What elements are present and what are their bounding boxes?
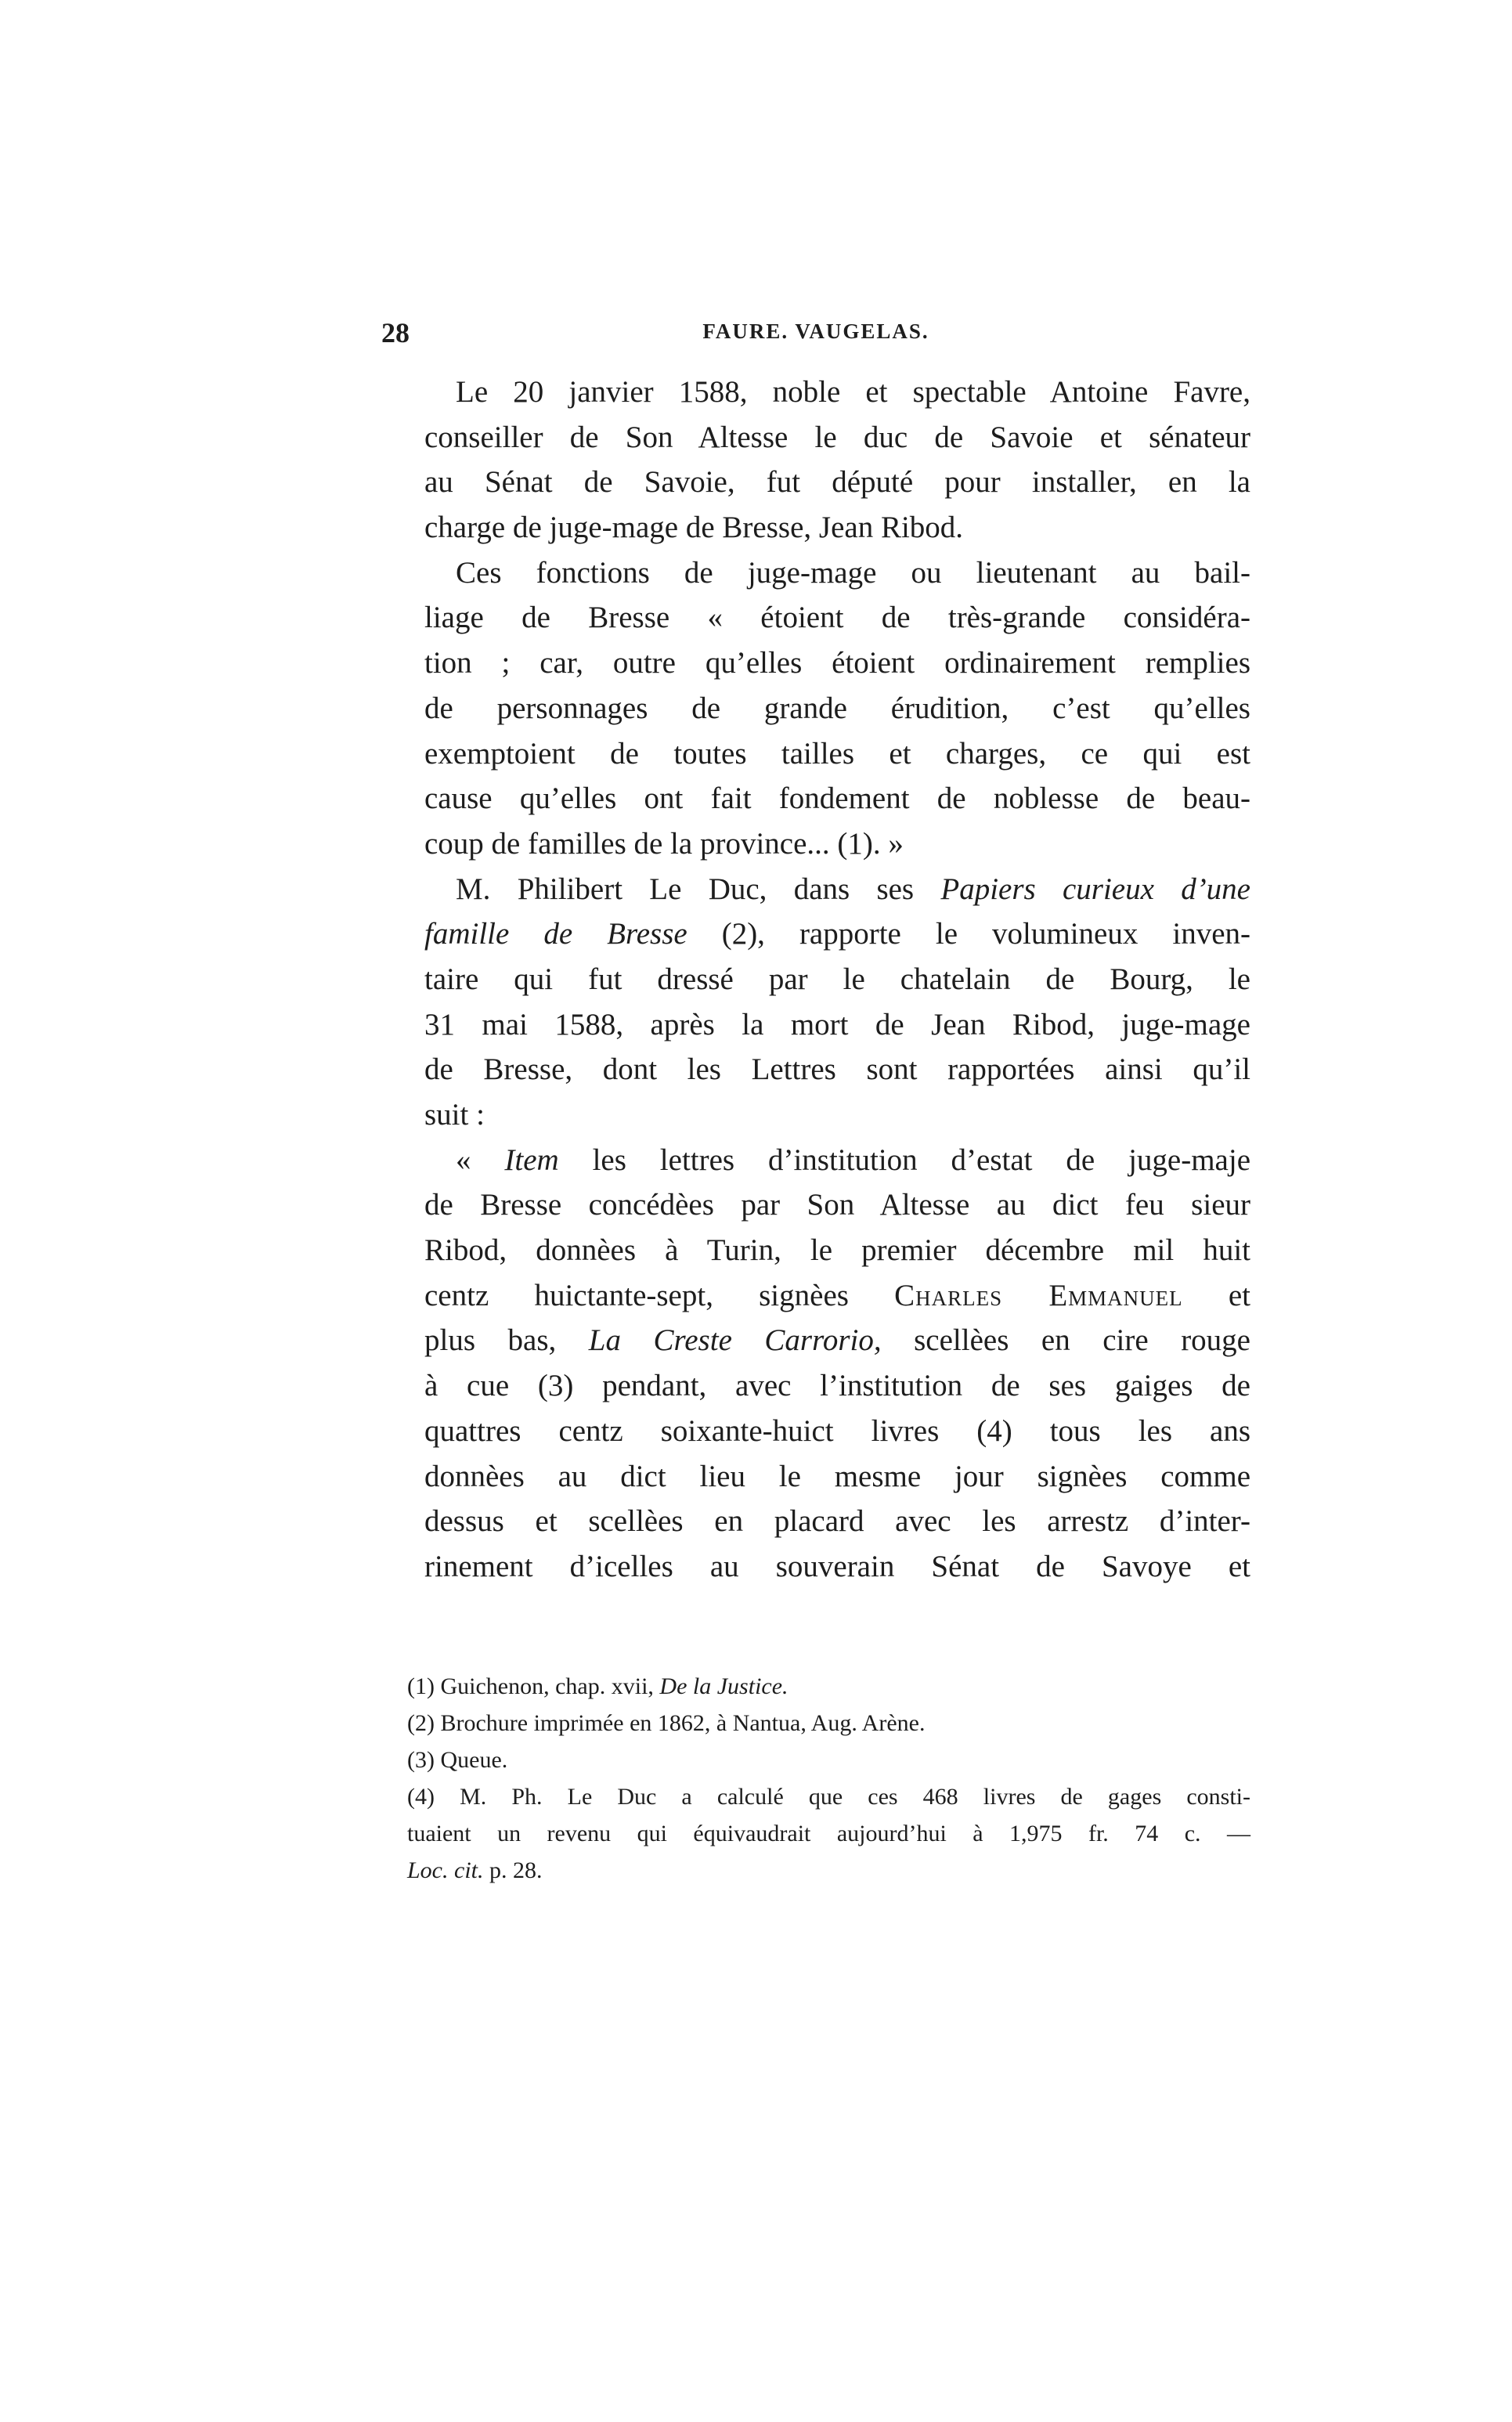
body-line: charge de juge-mage de Bresse, Jean Ribod.	[424, 511, 964, 545]
body-line	[424, 867, 1250, 912]
body-text-run: M. Philibert Le Duc, dans ses	[456, 872, 941, 906]
body-line: conseiller de Son Altesse le duc de Savoie et sénateur	[424, 420, 1250, 454]
body-text-run: (2), rapporte le volumineux inven-	[687, 917, 1251, 951]
footnote-3: (3) Queue.	[407, 1747, 508, 1773]
body-text	[424, 370, 1250, 1590]
body-line: exemptoient de toutes tailles et charges, ce qui est	[424, 736, 1250, 771]
body-line: taire qui fut dressé par le chatelain de Bourg, le	[424, 962, 1250, 996]
book-title-italic: famille de Bresse	[424, 917, 687, 951]
footnote-text: (1) Guichenon, chap. xvii,	[407, 1673, 660, 1699]
body-line: de personnages de grande érudition, c’est qu’elles	[424, 691, 1250, 725]
signatory-small-caps: Charles Emmanuel	[894, 1278, 1183, 1312]
body-text-run: «	[456, 1142, 505, 1177]
body-line: de Bresse, dont les Lettres sont rapportées ainsi qu’il	[424, 1052, 1250, 1087]
body-text-run: les lettres d’institution d’estat de juge-maje	[558, 1142, 1251, 1177]
body-line: Ces fonctions de juge-mage ou lieutenant au bail-	[456, 555, 1250, 590]
book-title-italic: Papiers curieux d’une	[940, 872, 1250, 906]
item-italic: Item	[504, 1142, 559, 1177]
footnotes	[407, 1668, 1250, 1889]
footnote-1	[407, 1668, 1250, 1705]
body-line: à cue (3) pendant, avec l’institution de ses gaiges de	[424, 1369, 1250, 1403]
body-text-run: plus bas,	[424, 1323, 589, 1358]
body-line: 31 mai 1588, après la mort de Jean Ribod, juge-mage	[424, 1007, 1250, 1041]
body-line: au Sénat de Savoie, fut député pour installer, en la	[424, 465, 1250, 500]
footnote-italic: De la Justice.	[659, 1673, 788, 1699]
body-line: liage de Bresse « étoient de très-grande considéra-	[424, 601, 1250, 635]
footnote-text: p. 28.	[483, 1857, 543, 1883]
body-line	[424, 1138, 1250, 1183]
body-line	[424, 911, 1250, 957]
body-line: coup de familles de la province... (1). »	[424, 826, 904, 861]
body-line	[424, 1318, 1250, 1363]
body-line: Ribod, donnèes à Turin, le premier décembre mil huit	[424, 1233, 1250, 1268]
body-line: donnèes au dict lieu le mesme jour signèes comme	[424, 1459, 1250, 1493]
body-line: cause qu’elles ont fait fondement de noblesse de beau-	[424, 781, 1250, 816]
body-line	[424, 1273, 1250, 1319]
body-line: suit :	[424, 1098, 485, 1132]
footnote-4-line: (4) M. Ph. Le Duc a calculé que ces 468 livres de gages consti-	[407, 1784, 1250, 1810]
body-line: de Bresse concédèes par Son Altesse au dict feu sieur	[424, 1188, 1250, 1222]
body-text-run: centz huictante-sept, signèes	[424, 1278, 895, 1312]
body-line: dessus et scellèes en placard avec les arrestz d’inter-	[424, 1504, 1250, 1539]
body-line: rinement d’icelles au souverain Sénat de Savoye et	[424, 1549, 1250, 1583]
body-line: quattres centz soixante-huict livres (4) tous les ans	[424, 1413, 1250, 1448]
footnote-2: (2) Brochure imprimée en 1862, à Nantua, Aug. Arène.	[407, 1710, 926, 1736]
body-text-run: scellèes en cire rouge	[881, 1323, 1250, 1358]
signatory-italic: La Creste Carrorio,	[588, 1323, 882, 1358]
footnote-4-line	[407, 1852, 1250, 1889]
page-number: 28	[381, 317, 410, 348]
running-title: FAURE. VAUGELAS.	[702, 319, 929, 343]
body-text-run: et	[1182, 1278, 1251, 1312]
body-line: tion ; car, outre qu’elles étoient ordinairement remplies	[424, 646, 1250, 680]
running-head	[381, 316, 1250, 356]
footnote-4-line: tuaient un revenu qui équivaudrait aujourd’hui à 1,975 fr. 74 c. —	[407, 1821, 1250, 1846]
footnote-italic: Loc. cit.	[407, 1857, 484, 1883]
body-line: Le 20 janvier 1588, noble et spectable Antoine Favre,	[456, 375, 1250, 409]
